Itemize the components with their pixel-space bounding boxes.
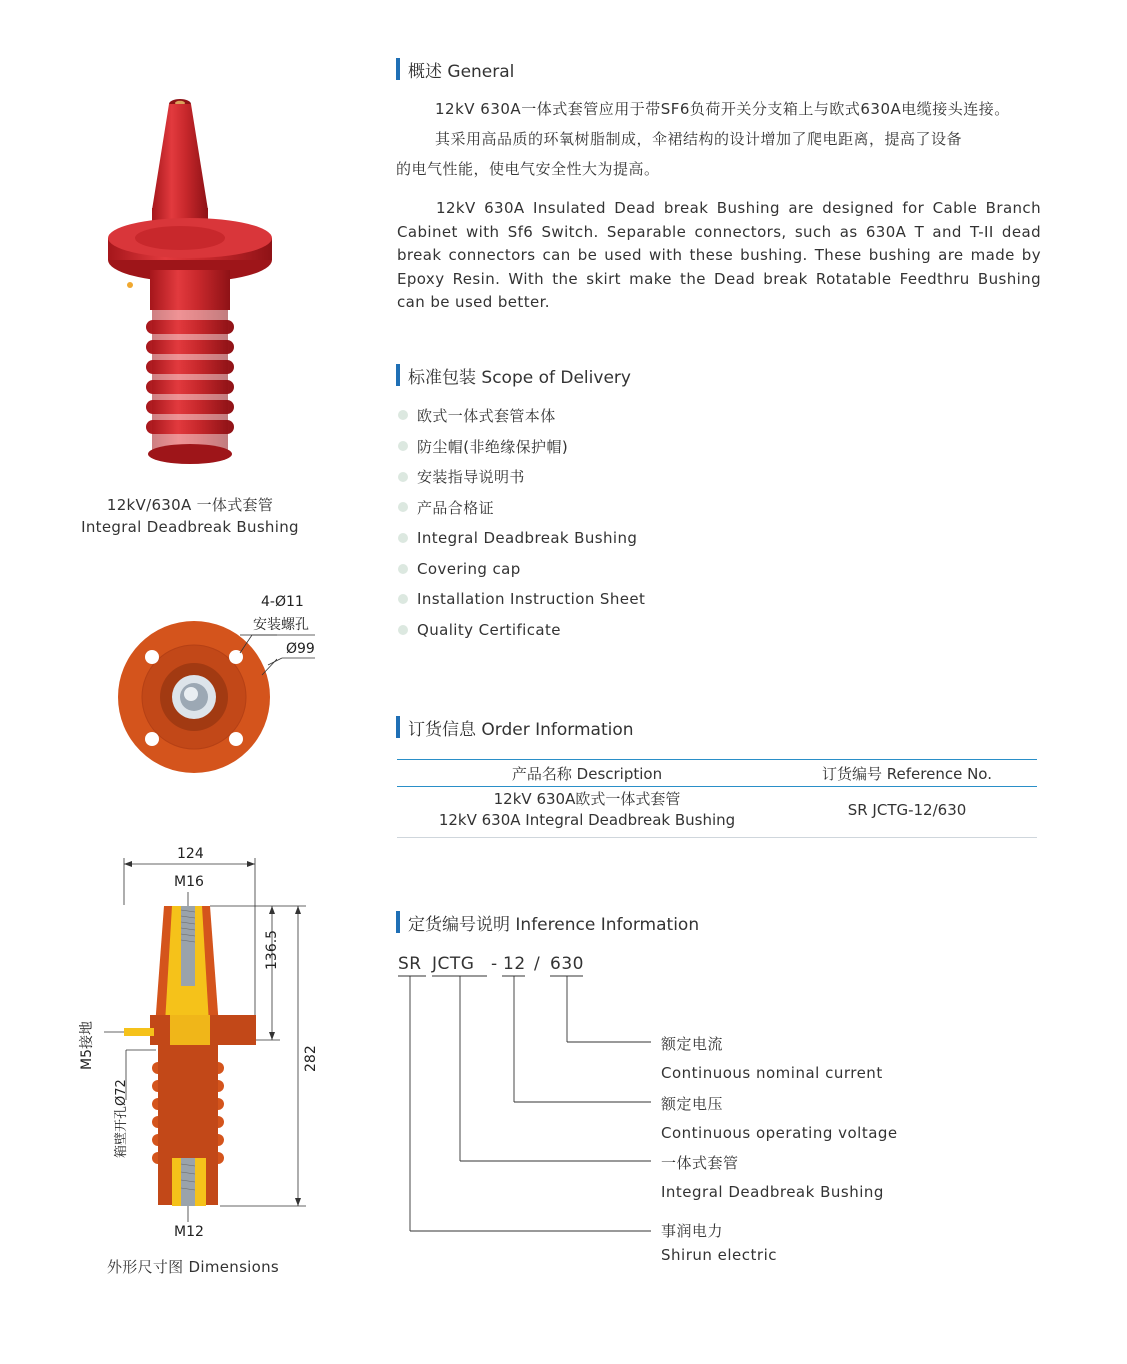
total-height-dimension: 282 (303, 1045, 319, 1072)
heading-accent-bar (396, 364, 400, 386)
general-cn-paragraph (396, 94, 1046, 184)
table-cell-reference: SR JCTG-12/630 (777, 787, 1037, 838)
table-header-reference: 订货编号 Reference No. (777, 760, 1037, 787)
upper-height-dimension: 136.5 (264, 929, 280, 970)
general-cn-line-1: 12kV 630A一体式套管应用于带SF6负荷开关分支箱上与欧式630A电缆接头连接。 (435, 100, 1010, 118)
table-header-row (397, 760, 1037, 787)
inference-label-voltage-cn: 额定电压 (661, 1095, 724, 1113)
bullet-dot-icon (398, 472, 408, 482)
heading-accent-bar (396, 58, 400, 80)
heading-accent-bar (396, 716, 400, 738)
description-cn: 12kV 630A欧式一体式套管 (493, 790, 681, 808)
bullet-dot-icon (398, 564, 408, 574)
ground-label: M5接地 (79, 1021, 95, 1070)
delivery-title: 标准包装 Scope of Delivery (408, 367, 631, 388)
inference-label-current-en: Continuous nominal current (661, 1064, 883, 1082)
general-cn-line-2: 其采用高品质的环氧树脂制成，伞裙结构的设计增加了爬电距离，提高了设备 (435, 130, 963, 148)
list-item (398, 523, 645, 554)
table-header-description: 产品名称 Description (397, 760, 777, 787)
general-cn-line-3: 的电气性能，使电气安全性大为提高。 (396, 160, 660, 178)
inference-title: 定货编号说明 Inference Information (408, 914, 700, 935)
list-item (398, 584, 645, 615)
order-title: 订货信息 Order Information (408, 719, 634, 740)
code-part-630: 630 (550, 954, 584, 974)
inference-label-maker-en: Shirun electric (661, 1246, 777, 1264)
heading-accent-bar (396, 911, 400, 933)
bullet-dot-icon (398, 625, 408, 635)
general-en-paragraph: 12kV 630A Insulated Dead break Bushing are designed for Cable Branch Cabinet with Sf6 Switch. Separable connectors, such as 630A T and T-II dead break connectors can be used with these bushing. These bushing are made by Epoxy Resin. With the skirt make the Dead break Rotatable Feedthru Bushing can be used better. (397, 199, 1041, 311)
inference-heading (396, 910, 699, 934)
inference-leader-lines (395, 970, 660, 1240)
delivery-list (398, 400, 645, 646)
table-row (397, 787, 1037, 838)
list-item-label: Integral Deadbreak Bushing (417, 529, 638, 548)
top-thread-label: M16 (174, 874, 204, 890)
list-item (398, 431, 645, 462)
list-item (398, 553, 645, 584)
photo-caption-en: Integral Deadbreak Bushing (81, 518, 299, 536)
bullet-dot-icon (398, 533, 408, 543)
list-item-label: Quality Certificate (417, 621, 561, 640)
general-title: 概述 General (408, 61, 515, 82)
description-en: 12kV 630A Integral Deadbreak Bushing (438, 811, 736, 829)
code-part-sr: SR (398, 954, 422, 974)
list-item (398, 400, 645, 431)
code-part-dash: - (491, 954, 498, 974)
list-item (398, 615, 645, 646)
delivery-heading (396, 363, 631, 387)
inference-label-maker-cn: 事润电力 (661, 1222, 724, 1240)
dimensions-caption: 外形尺寸图 Dimensions (106, 1258, 280, 1276)
list-item-label: 欧式一体式套管本体 (417, 406, 556, 425)
general-heading (396, 57, 514, 81)
photo-caption (60, 494, 320, 538)
inference-label-current-cn: 额定电流 (661, 1035, 724, 1053)
table-cell-description (397, 787, 777, 838)
code-part-jctg: JCTG (432, 954, 475, 974)
width-dimension: 124 (177, 846, 204, 862)
list-item-label: 安装指导说明书 (417, 468, 525, 487)
code-part-slash: / (534, 954, 541, 974)
bullet-dot-icon (398, 502, 408, 512)
order-heading (396, 715, 634, 739)
list-item-label: Installation Instruction Sheet (417, 590, 646, 609)
wall-hole-label: 箱壁开孔Ø72 (114, 1079, 129, 1158)
bullet-dot-icon (398, 441, 408, 451)
bottom-thread-label: M12 (174, 1224, 204, 1240)
bullet-dot-icon (398, 410, 408, 420)
product-photo (100, 90, 280, 480)
list-item-label: 防尘帽(非绝缘保护帽) (417, 437, 569, 456)
hole-desc-label: 安装螺孔 (253, 617, 309, 633)
bullet-dot-icon (398, 594, 408, 604)
photo-caption-cn: 12kV/630A 一体式套管 (106, 496, 274, 514)
hole-count-label: 4-Ø11 (261, 594, 304, 610)
list-item (398, 461, 645, 492)
inference-label-bushing-cn: 一体式套管 (661, 1154, 739, 1172)
dimension-drawing (60, 840, 340, 1240)
diameter-label: Ø99 (286, 641, 315, 657)
inference-label-bushing-en: Integral Deadbreak Bushing (661, 1183, 884, 1201)
code-part-12: 12 (503, 954, 526, 974)
list-item-label: 产品合格证 (417, 498, 495, 517)
list-item (398, 492, 645, 523)
list-item-label: Covering cap (417, 559, 521, 578)
inference-label-voltage-en: Continuous operating voltage (661, 1124, 898, 1142)
order-table (397, 759, 1037, 838)
